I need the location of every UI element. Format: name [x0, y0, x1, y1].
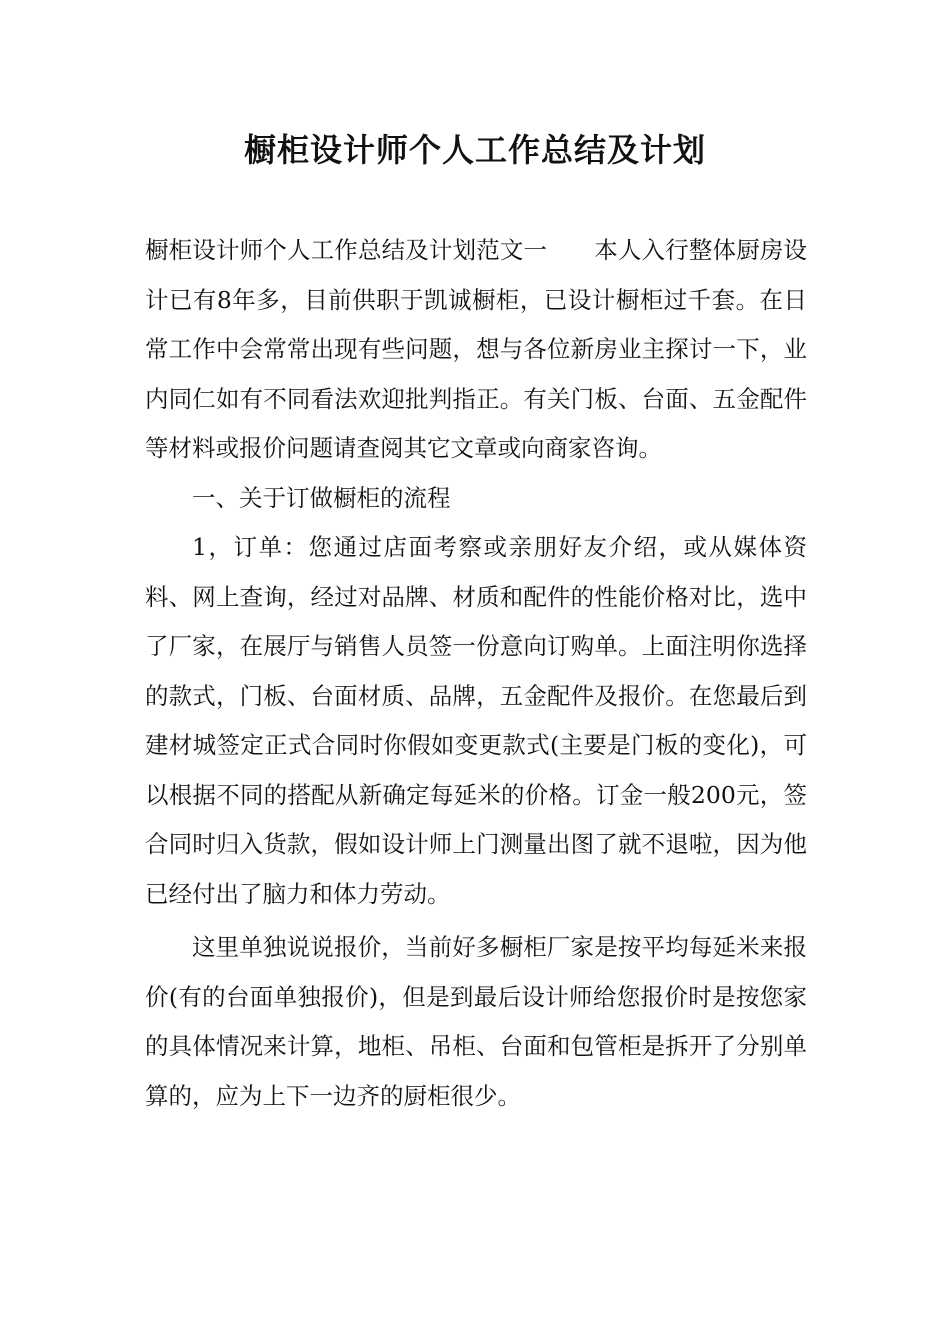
- intro-text: 本人入行整体厨房设计已有8年多，目前供职于凯诚橱柜，已设计橱柜过千套。在日常工作中会常常出现有些问题，想与各位新房业主探讨一下，业内同仁如有不同看法欢迎批判指正。有关门板、台面、五金配件等材料或报价问题请查阅其它文章或向商家咨询。: [145, 236, 808, 462]
- document-body: [145, 226, 807, 1121]
- price-paragraph: 这里单独说说报价，当前好多橱柜厂家是按平均每延米来报价(有的台面单独报价)，但是到最后设计师给您报价时是按您家的具体情况来计算，地柜、吊柜、台面和包管柜是拆开了分别单算的，应为上下一边齐的厨柜很少。: [145, 933, 807, 1110]
- section-heading: 一、关于订做橱柜的流程: [192, 483, 451, 512]
- order-paragraph: 1，订单：您通过店面考察或亲朋好友介绍，或从媒体资料、网上查询，经过对品牌、材质和配件的性能价格对比，选中了厂家，在展厅与销售人员签一份意向订购单。上面注明你选择的款式，门板、台面材质、品牌，五金配件及报价。在您最后到建材城签定正式合同时你假如变更款式(主要是门板的变化)，可以根据不同的搭配从新确定每延米的价格。订金一般200元，签合同时归入货款，假如设计师上门测量出图了就不退啦，因为他已经付出了脑力和体力劳动。: [145, 533, 807, 908]
- intro-label: 橱柜设计师个人工作总结及计划范文一: [145, 236, 548, 264]
- intro-paragraph: [145, 226, 807, 474]
- document-title: 橱柜设计师个人工作总结及计划: [243, 131, 706, 169]
